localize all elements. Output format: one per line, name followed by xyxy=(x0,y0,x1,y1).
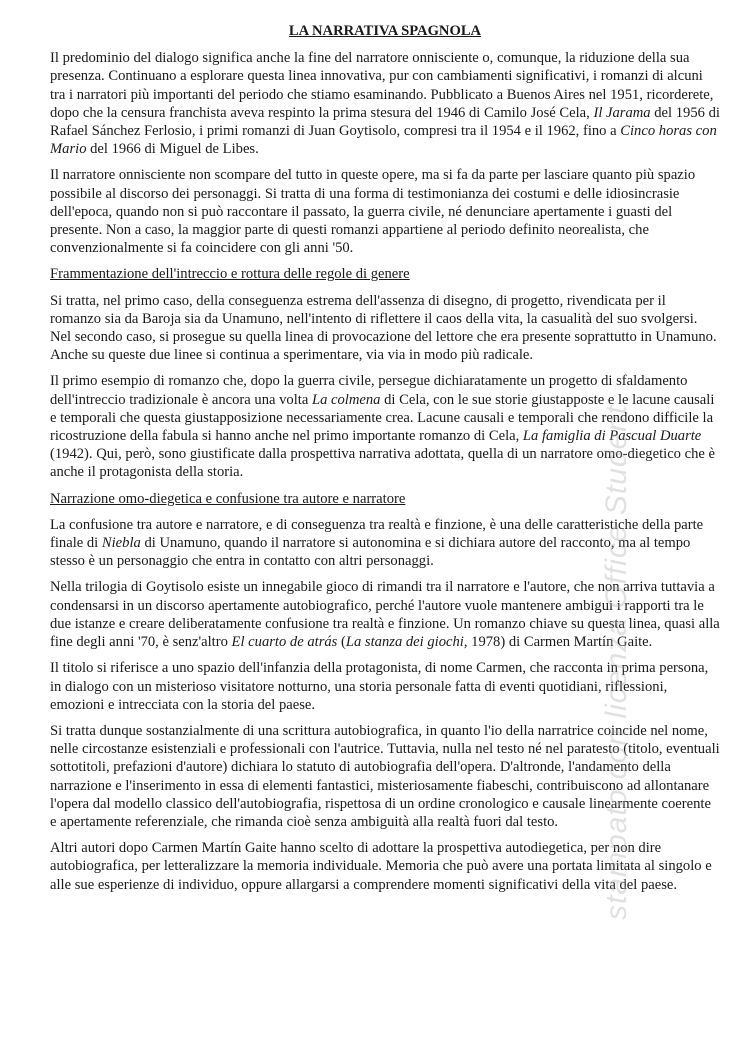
paragraph-5-text-2: di Unamuno, quando il narratore si autonomina e si dichiara autore del racconto, ma al tempo stesso è un personaggio che entra in contatto con altri personaggi. xyxy=(50,535,691,570)
paragraph-5-text-1: La confusione tra autore e narratore, e di conseguenza tra realtà e finzione, è una delle caratteristiche della parte finale di xyxy=(50,516,704,552)
paragraph-1-italic-1: Il Jarama xyxy=(593,104,651,121)
paragraph-6-text-1: Nella trilogia di Goytisolo esiste un innegabile gioco di rimandi tra il narratore e l'autore, che non arriva tuttavia a condensarsi in un discorso apertamente autobiografico, perché l'autore vuole mantenere ambigui i rapporti tra le due istanze e creare deliberatamente confusione tra realtà e finzione. Un romanzo chiave su questa linea, quasi alla fine degli anni '70, è senz'altro xyxy=(50,579,720,651)
document-title: LA NARRATIVA SPAGNOLA xyxy=(288,23,482,39)
section-heading-2: Narrazione omo-diegetica e confusione tra autore e narratore xyxy=(50,490,406,507)
paragraph-6-italic-2: La stanza dei giochi xyxy=(345,634,464,651)
paragraph-1-text-2: del 1956 di Rafael Sánchez Ferlosio, i primi romanzi di Juan Goytisolo, compresi tra il 1954 e il 1962, fino a xyxy=(50,104,720,140)
paragraph-4-italic-2: La famiglia di Pascual Duarte xyxy=(522,428,702,445)
paragraph-6-text-3: , 1978) di Carmen Martín Gaite. xyxy=(463,634,653,651)
paragraph-4-italic-1: La colmena xyxy=(311,391,381,408)
paragraph-1-italic-2: Cinco horas con Mario xyxy=(50,123,717,158)
paragraph-9: Altri autori dopo Carmen Martín Gaite hanno scelto di adottare la prospettiva autodiegetica, per non dire autobiografica, per letteralizzare la memoria individuale. Memoria che può avere una portata limitata al singolo e alle sue esperienze di individuo, oppure allargarsi a comprendere momenti significativi della vita del paese. xyxy=(50,840,712,893)
watermark: stampato con licenza Office Student xyxy=(600,404,633,920)
paragraph-4-text-1: Il primo esempio di romanzo che, dopo la guerra civile, persegue dichiaratamente un progetto di sfaldamento dell'intreccio tradizionale è ancora una volta xyxy=(50,373,688,408)
paragraph-4-text-2: di Cela, con le sue storie giustapposte e le lacune causali e temporali che questa giustapposizione necessariamente crea. Lacune causali e temporali che rendono difficile la ricostruzione della fabula si hanno anche nel primo importante romanzo di Cela, xyxy=(50,391,715,445)
paragraph-7: Il titolo si riferisce a uno spazio dell'infanzia della protagonista, di nome Carmen, che racconta in prima persona, in dialogo con un misterioso visitatore notturno, una storia personale fatta di eventi quotidiani, riflessioni, emozioni e intrecciata con la storia del paese. xyxy=(50,660,709,713)
section-heading-1: Frammentazione dell'intreccio e rottura delle regole di genere xyxy=(50,266,410,283)
paragraph-6-text-2: ( xyxy=(337,634,346,651)
paragraph-1 xyxy=(50,49,720,158)
paragraph-3: Si tratta, nel primo caso, della conseguenza estrema dell'assenza di disegno, di progetto, rivendicata per il romanzo sia da Baroja sia da Unamuno, nell'intento di riflettere il caos della vita, la casualità del suo svolgersi. Nel secondo caso, si prosegue su quella linea di provocazione del lettore che era presente soprattutto in Unamuno. Anche su queste due linee si continua a sperimentare, via via in modo più radicale. xyxy=(50,292,717,364)
paragraph-8: Si tratta dunque sostanzialmente di una scrittura autobiografica, in quanto l'io della narratrice coincide nel nome, nelle circostanze esistenziali e professionali con l'autrice. Tuttavia, nulla nel testo né nel paratesto (titolo, eventuali sottotitoli, prefazioni d'autore) dichiara lo statuto di autobiografia dell'opera. D'altronde, l'andamento della narrazione e l'inserimento in essa di elementi fantastici, misteriosamente fiabeschi, contribuiscono ad allontanare l'opera dal modello classico dell'autobiografia, rispettosa di un ordine cronologico e causale linearmente coerente e apertamente referenziale, che rimanda cioè senza ambiguità alla realtà fuori dal testo. xyxy=(50,722,720,830)
paragraph-6-italic-1: El cuarto de atrás xyxy=(231,634,338,651)
paragraph-1-text-1: Il predominio del dialogo significa anche la fine del narratore onnisciente o, comunque, la riduzione della sua presenza. Continuano a esplorare questa linea innovativa, pur con cambiamenti significativi, i romanzi di alcuni tra i narratori più importanti del periodo che stiamo esaminando. Pubblicato a Buenos Aires nel 1951, ricorderete, dopo che la censura franchista aveva respinto la prima stesura del 1946 di Camilo José Cela, xyxy=(50,50,714,121)
paragraph-1-text-3: del 1966 di Miguel de Libes. xyxy=(86,141,259,158)
paragraph-2: Il narratore onnisciente non scompare del tutto in queste opere, ma si fa da parte per lasciare quanto più spazio possibile al discorso dei personaggi. Si tratta di una forma di testimonianza dei costumi e delle idiosincrasie dell'epoca, quando non si può raccontare il passato, la guerra civile, né denunciare apertamente i guasti del presente. Non a caso, la maggior parte di questi romanzi appartiene al periodo definito neorealista, che convenzionalmente si fa coincidere con gli anni '50. xyxy=(50,167,696,257)
paragraph-4-text-3: (1942). Qui, però, sono giustificate dalla prospettiva narrativa adottata, quella di un narratore omo-diegetico che è anche il protagonista della storia. xyxy=(50,446,715,481)
paragraph-5-italic-1: Niebla xyxy=(101,535,141,552)
